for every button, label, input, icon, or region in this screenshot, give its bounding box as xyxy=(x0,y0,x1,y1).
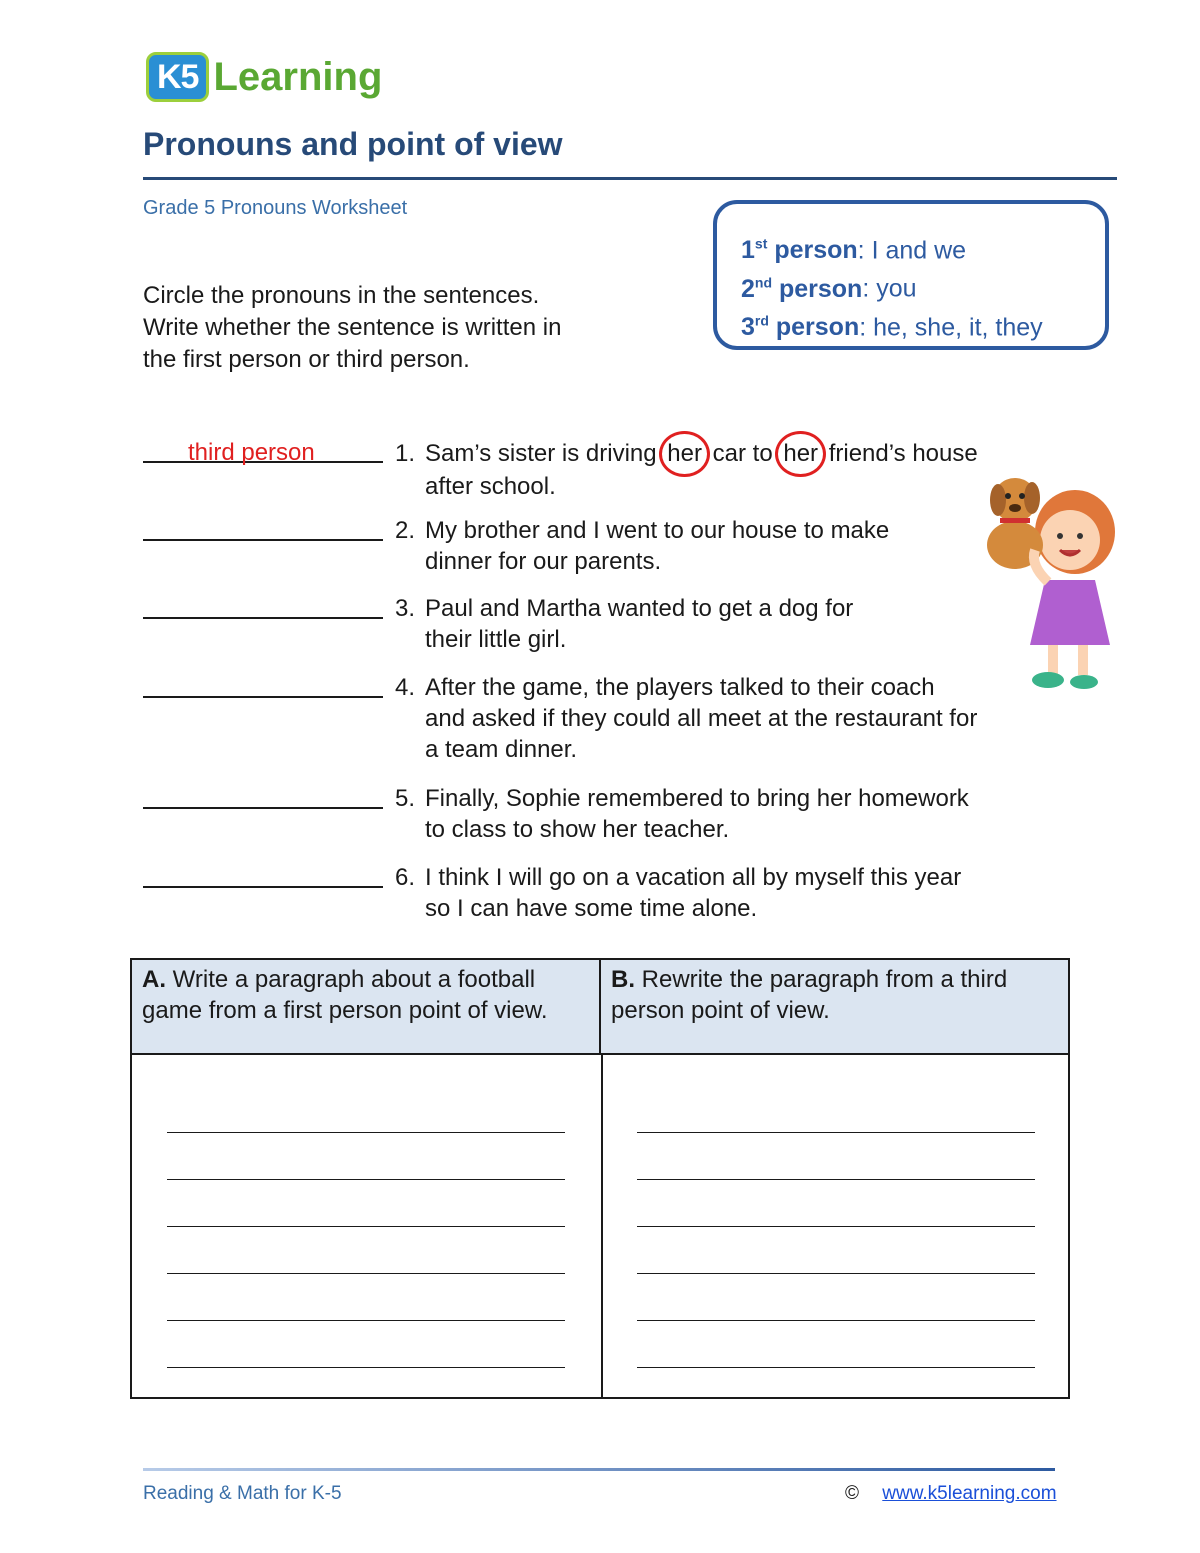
girl-shoe xyxy=(1070,675,1098,689)
instruction-line: the first person or third person. xyxy=(143,346,470,373)
dog-collar xyxy=(1000,518,1030,523)
column-a-header: A. Write a paragraph about a football game from a first person point of view. xyxy=(132,960,601,1055)
answer-blank[interactable] xyxy=(143,696,383,698)
first-person-row: 1st person: I and we xyxy=(741,236,967,265)
question-text: 6. I think I will go on a vacation all by myself this year so I can have some time alone. xyxy=(395,864,962,922)
instructions xyxy=(143,280,561,376)
worksheet-subtitle: Grade 5 Pronouns Worksheet xyxy=(143,197,408,219)
writing-line[interactable] xyxy=(637,1320,1035,1321)
writing-line[interactable] xyxy=(167,1226,565,1227)
copyright-symbol: © xyxy=(845,1483,859,1504)
footer-copyright xyxy=(845,1483,1057,1505)
answer-text: third person xyxy=(188,439,315,466)
girl-dress xyxy=(1030,580,1110,645)
second-person-row: 2nd person: you xyxy=(741,274,917,303)
column-b-header: B. Rewrite the paragraph from a third person point of view. xyxy=(601,960,1068,1055)
column-divider xyxy=(601,1055,603,1399)
point-of-view-legend xyxy=(713,200,1109,350)
answer-blank[interactable] xyxy=(143,617,383,619)
girl-face xyxy=(1040,510,1100,570)
writing-line[interactable] xyxy=(637,1367,1035,1368)
footer-divider xyxy=(143,1468,1055,1471)
answer-blank[interactable] xyxy=(143,807,383,809)
instruction-line: Write whether the sentence is written in xyxy=(143,314,562,341)
writing-line[interactable] xyxy=(167,1367,565,1368)
question-6 xyxy=(143,862,1103,926)
girl-with-dog-illustration xyxy=(960,470,1130,700)
question-text: 2. My brother and I went to our house to make dinner for our parents. xyxy=(395,517,890,575)
writing-line[interactable] xyxy=(637,1132,1035,1133)
girl-shoe xyxy=(1032,672,1064,688)
question-text: 1. Sam’s sister is driving her car to her friend’s house after school. xyxy=(395,437,1085,502)
answer-blank[interactable] xyxy=(143,886,383,888)
title-divider xyxy=(143,177,1117,180)
writing-line[interactable] xyxy=(637,1226,1035,1227)
writing-table xyxy=(130,958,1070,1399)
writing-line[interactable] xyxy=(167,1132,565,1133)
website-link[interactable]: www.k5learning.com xyxy=(882,1483,1057,1504)
writing-line[interactable] xyxy=(637,1179,1035,1180)
k5-logo xyxy=(146,48,382,106)
third-person-row: 3rd person: he, she, it, they xyxy=(741,312,1043,341)
writing-line[interactable] xyxy=(167,1273,565,1274)
question-5 xyxy=(143,783,1103,847)
question-2 xyxy=(143,515,1103,579)
question-text: 3. Paul and Martha wanted to get a dog for their little girl. xyxy=(395,595,854,653)
logo-text: Learning xyxy=(213,55,383,99)
instruction-line: Circle the pronouns in the sentences. xyxy=(143,282,540,309)
writing-line[interactable] xyxy=(167,1179,565,1180)
question-text: 4. After the game, the players talked to their coach and asked if they could all meet at the restaurant for a team dinner. xyxy=(395,674,978,763)
question-4 xyxy=(143,672,1103,768)
question-3 xyxy=(143,593,1103,657)
question-text: 5. Finally, Sophie remembered to bring her homework to class to show her teacher. xyxy=(395,785,969,843)
logo-badge: K5 xyxy=(146,52,209,102)
answer-blank[interactable] xyxy=(143,539,383,541)
footer-tagline: Reading & Math for K-5 xyxy=(143,1483,342,1504)
circled-pronoun: her xyxy=(775,431,826,477)
page-title: Pronouns and point of view xyxy=(143,126,563,162)
writing-line[interactable] xyxy=(167,1320,565,1321)
writing-line[interactable] xyxy=(637,1273,1035,1274)
circled-pronoun: her xyxy=(659,431,710,477)
question-1 xyxy=(143,437,1103,501)
